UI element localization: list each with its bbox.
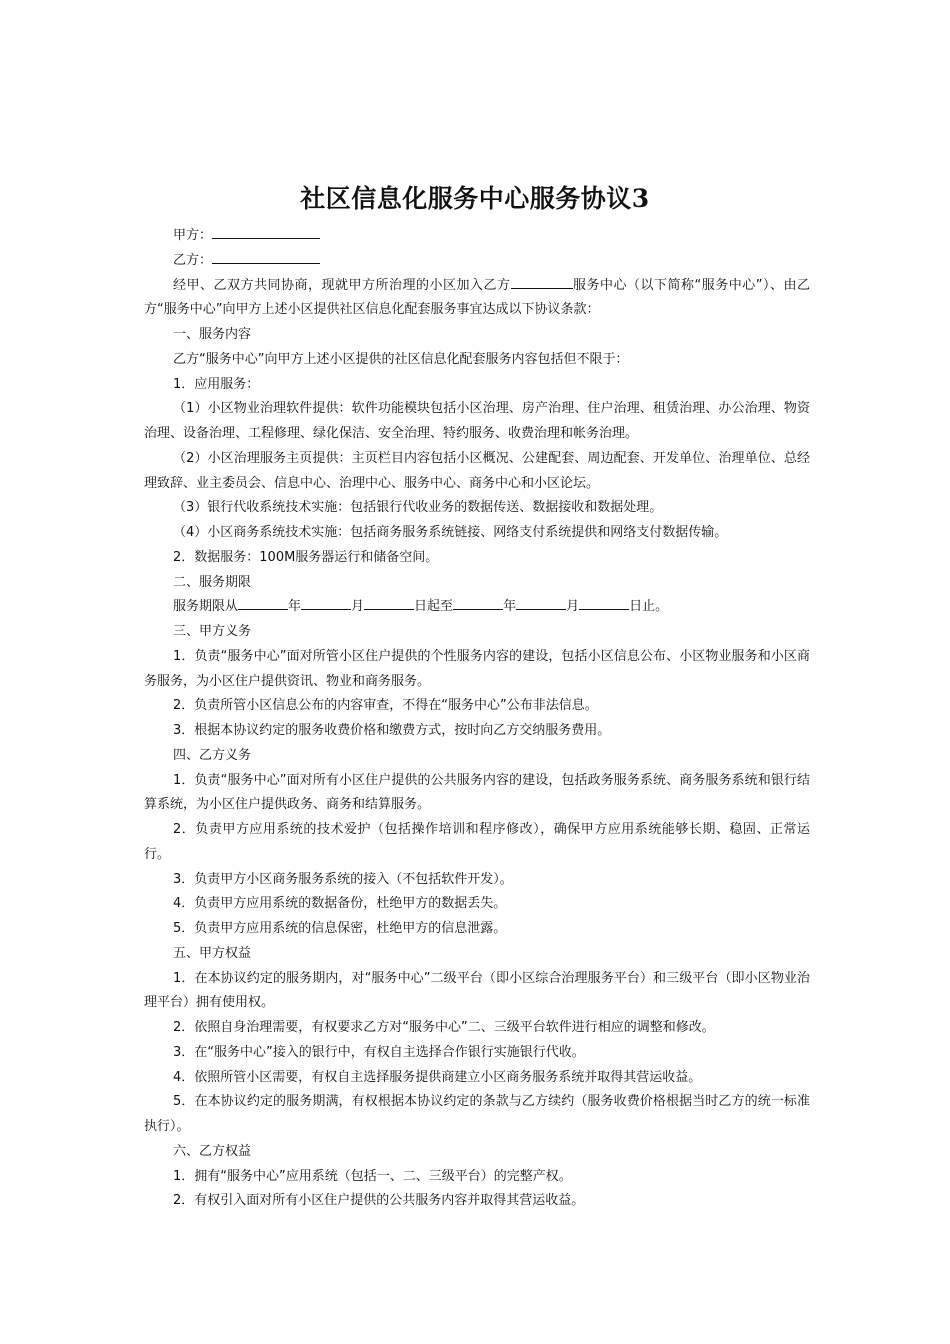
period-text: 年	[288, 599, 302, 615]
start-day-blank	[364, 595, 414, 610]
period-text: 月	[351, 599, 365, 615]
party-a-line	[144, 224, 810, 249]
list-item: （4）小区商务系统技术实施：包括商务服务系统链接、网络支付系统提供和网络支付数据传输。	[173, 525, 728, 540]
section-heading: 三、甲方义务	[173, 624, 252, 639]
period-text: 日止。	[629, 599, 669, 615]
section-heading: 五、甲方权益	[173, 945, 252, 961]
list-item: 2．负责所管小区信息公布的内容审查，不得在“服务中心”公布非法信息。	[173, 698, 598, 714]
service-period-line	[144, 595, 810, 620]
intro-blank	[511, 274, 573, 289]
list-item: （3）银行代收系统技术实施：包括银行代收业务的数据传送、数据接收和数据处理。	[173, 500, 663, 516]
list-item: 4．负责甲方应用系统的数据备份，杜绝甲方的数据丢失。	[173, 896, 507, 912]
list-item: 1．拥有“服务中心”应用系统（包括一、二、三级平台）的完整产权。	[173, 1168, 572, 1184]
intro-text-1: 经甲、乙双方共同协商，现就甲方所治理的小区加入乙方	[173, 277, 511, 293]
party-b-blank	[212, 249, 320, 264]
list-item: 1．负责“服务中心”面对所有小区住户提供的公共服务内容的建设，包括政务服务系统、商务服务系统和银行结算系统，为小区住户提供政务、商务和结算服务。	[144, 772, 810, 813]
list-item: 1．负责“服务中心”面对所管小区住户提供的个性服务内容的建设，包括小区信息公布、小区物业服务和小区商务服务，为小区住户提供资讯、物业和商务服务。	[144, 648, 810, 689]
list-item: 3．在“服务中心”接入的银行中，有权自主选择合作银行实施银行代收。	[173, 1044, 585, 1060]
list-item: 2．依照自身治理需要，有权要求乙方对“服务中心”二、三级平台软件进行相应的调整和修改。	[173, 1020, 715, 1035]
section-heading: 四、乙方义务	[173, 747, 252, 763]
list-item: 2．负责甲方应用系统的技术爱护（包括操作培训和程序修改），确保甲方应用系统能够长期、稳固、正常运行。	[144, 822, 810, 862]
section-heading: 一、服务内容	[173, 327, 252, 342]
period-text: 服务期限从	[173, 599, 239, 615]
list-item: 1．应用服务：	[173, 376, 260, 392]
section-heading: 六、乙方权益	[173, 1143, 252, 1159]
period-text: 日起至	[414, 599, 454, 615]
list-item: 2．有权引入面对所有小区住户提供的公共服务内容并取得其营运收益。	[173, 1193, 585, 1209]
list-item: 5．在本协议约定的服务期满，有权根据本协议约定的条款与乙方续约（服务收费价格根据当时乙方的统一标准执行）。	[144, 1094, 810, 1134]
intro-paragraph	[144, 274, 810, 324]
end-day-blank	[579, 595, 629, 610]
list-item: 5．负责甲方应用系统的信息保密，杜绝甲方的信息泄露。	[173, 921, 507, 936]
list-item: 3．根据本协议约定的服务收费价格和缴费方式，按时向乙方交纳服务费用。	[173, 723, 611, 738]
period-text: 月	[566, 599, 580, 615]
period-text: 年	[503, 599, 517, 615]
start-year-blank	[238, 595, 288, 610]
party-a-label: 甲方：	[173, 228, 213, 243]
end-year-blank	[453, 595, 503, 610]
list-item: 4．依照所管小区需要，有权自主选择服务提供商建立小区商务服务系统并取得其营运收益。	[173, 1069, 702, 1085]
end-month-blank	[516, 595, 566, 610]
party-b-label: 乙方：	[173, 252, 213, 268]
party-a-blank	[212, 224, 320, 239]
document-body	[144, 224, 810, 1214]
list-item: （2）小区治理服务主页提供：主页栏目内容包括小区概况、公建配套、周边配套、开发单位、治理单位、总经理致辞、业主委员会、信息中心、治理中心、服务中心、商务中心和小区论坛。	[144, 450, 810, 491]
section-heading: 二、服务期限	[173, 574, 252, 590]
start-month-blank	[301, 595, 351, 610]
party-b-line	[144, 249, 810, 274]
list-item: 2．数据服务：100M服务器运行和储备空间。	[173, 549, 439, 565]
document-title: 社区信息化服务中心服务协议3	[300, 184, 650, 213]
list-item: 3．负责甲方小区商务服务系统的接入（不包括软件开发）。	[173, 871, 513, 887]
intro-text-2: 服务中心（以下简称“服务中心”）、由乙方“服务中心”向甲方上述小区提供社区信息化配套服务事宜达成以下协议条款：	[144, 277, 810, 318]
list-item: （1）小区物业治理软件提供：软件功能模块包括小区治理、房产治理、住户治理、租赁治理、办公治理、物资治理、设备治理、工程修理、绿化保洁、安全治理、特约服务、收费治理和帐务治理。	[144, 401, 810, 441]
list-item: 1．在本协议约定的服务期内，对“服务中心”二级平台（即小区综合治理服务平台）和三级平台（即小区物业治理平台）拥有使用权。	[144, 970, 810, 1011]
paragraph: 乙方“服务中心”向甲方上述小区提供的社区信息化配套服务内容包括但不限于：	[173, 351, 629, 367]
